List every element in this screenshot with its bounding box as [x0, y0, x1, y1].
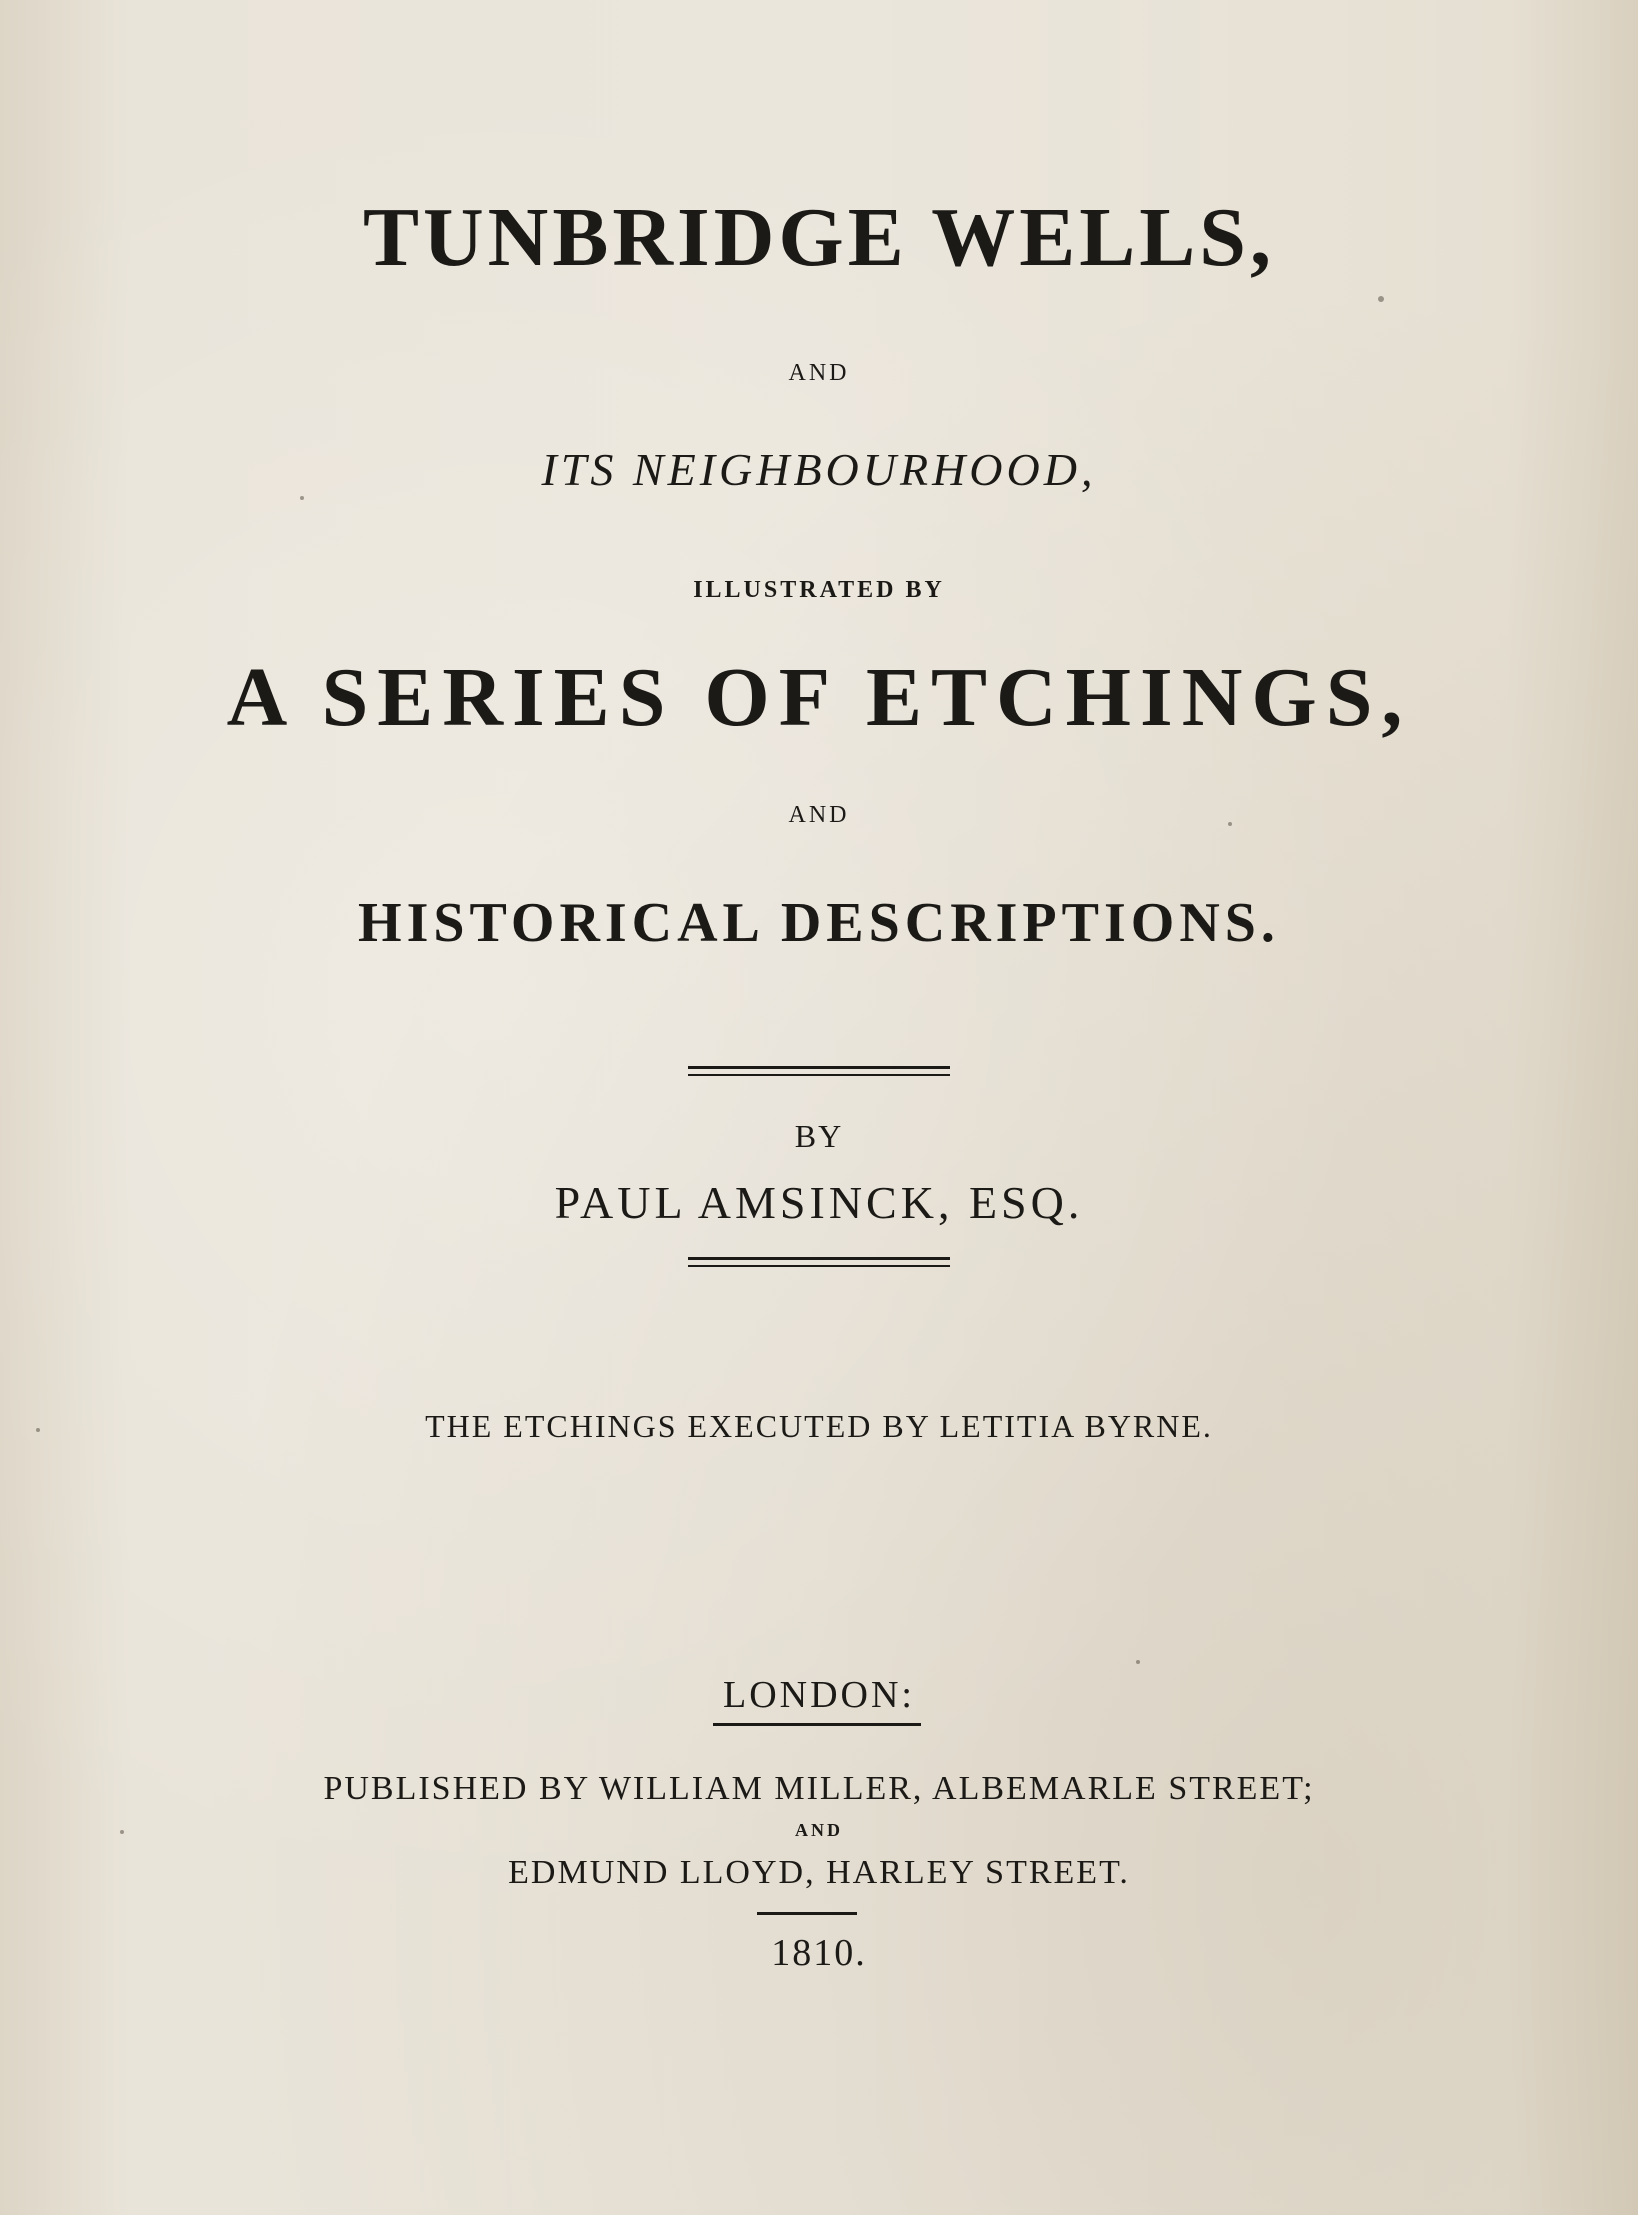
paper-speck — [1378, 296, 1384, 302]
etchings-credit: THE ETCHINGS EXECUTED BY LETITIA BYRNE. — [425, 1408, 1213, 1444]
by-label: BY — [794, 1118, 844, 1154]
paper-speck — [1136, 1660, 1140, 1664]
author-name: PAUL AMSINCK, ESQ. — [554, 1177, 1084, 1228]
imprint-underline — [713, 1723, 921, 1726]
conjunction-and-2: AND — [788, 802, 850, 828]
double-rule-top — [688, 1066, 950, 1076]
year-rule — [757, 1912, 857, 1915]
title-line-3: HISTORICAL DESCRIPTIONS. — [358, 892, 1280, 954]
title-line-2: A SERIES OF ETCHINGS, — [226, 651, 1412, 744]
double-rule-bottom — [688, 1257, 950, 1267]
conjunction-and-1: AND — [788, 360, 850, 386]
publisher-line-2: EDMUND LLOYD, HARLEY STREET. — [508, 1854, 1130, 1891]
title-line-1: TUNBRIDGE WELLS, — [362, 191, 1276, 284]
publication-year: 1810. — [771, 1932, 867, 1974]
subtitle-neighbourhood: ITS NEIGHBOURHOOD, — [541, 444, 1097, 495]
conjunction-and-3: AND — [795, 1820, 843, 1840]
publisher-line-1: PUBLISHED BY WILLIAM MILLER, ALBEMARLE STREET; — [323, 1770, 1315, 1807]
imprint-place: LONDON: — [723, 1674, 915, 1716]
illustrated-by-label: ILLUSTRATED BY — [693, 577, 945, 603]
